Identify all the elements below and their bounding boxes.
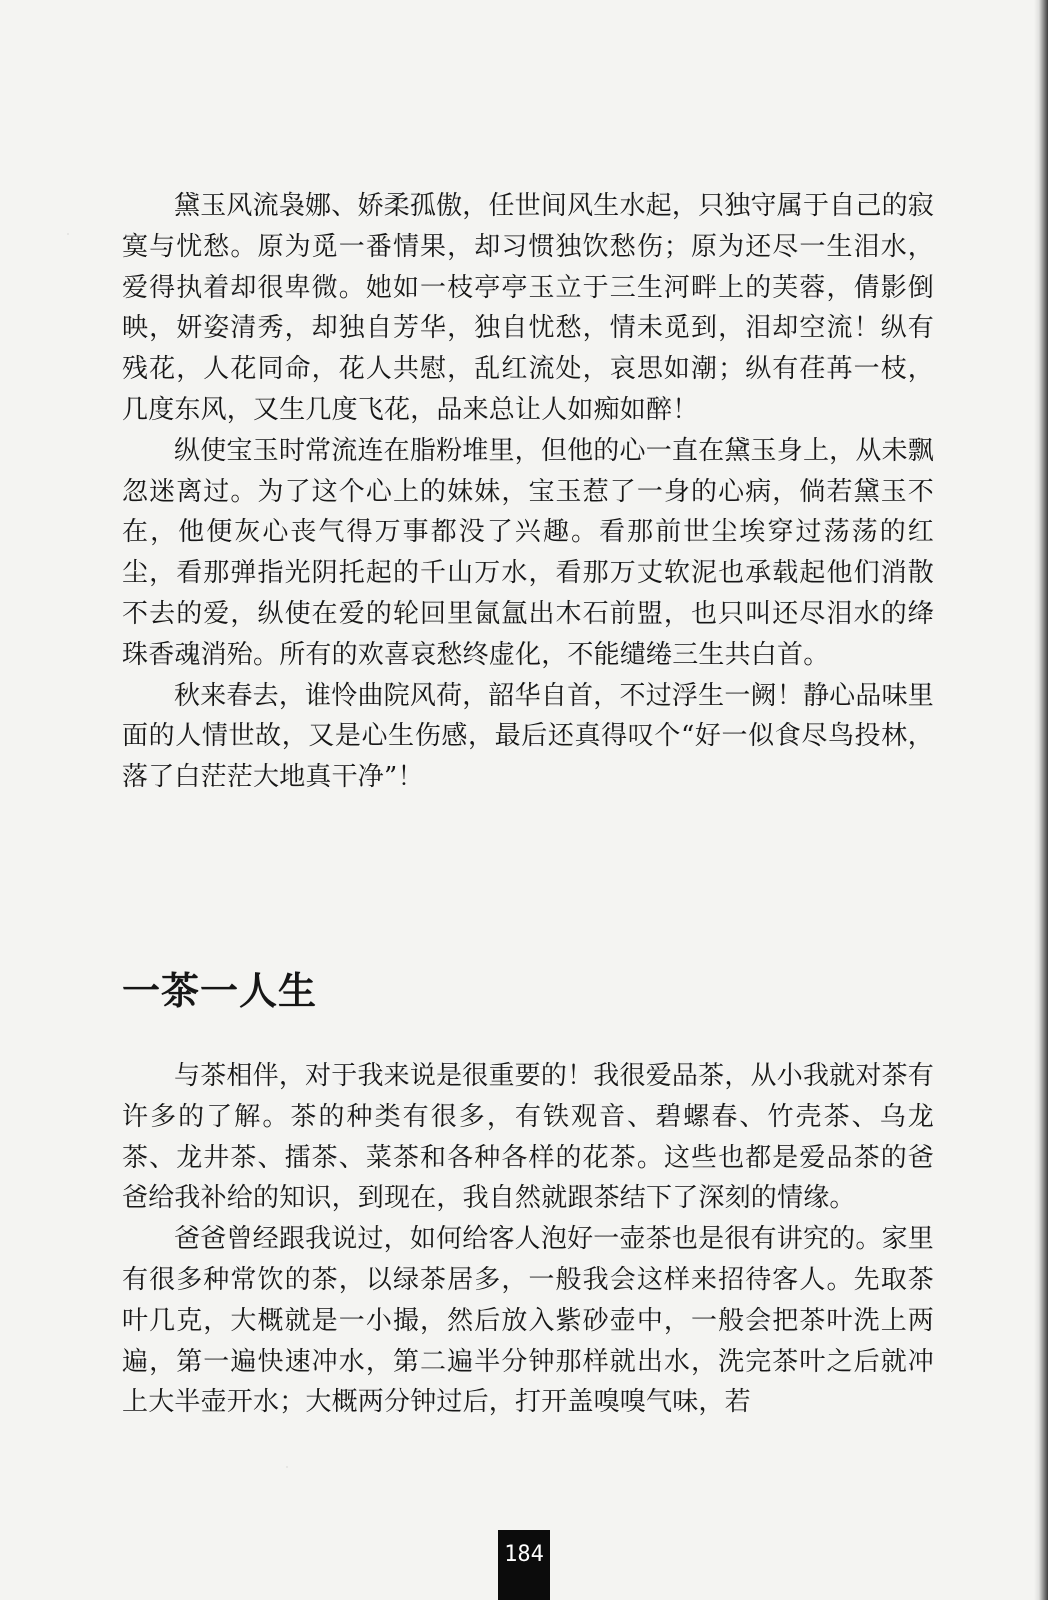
section-heading: 一茶一人生 <box>122 969 318 1013</box>
top-paragraph-3: 秋来春去，谁怜曲院风荷，韶华自首，不过浮生一阙！静心品味里面的人情世故，又是心生伤感，最后还真得叹个“好一似食尽鸟投林，落了白茫茫大地真干净”！ <box>122 680 934 793</box>
bottom-paragraph-2: 爸爸曾经跟我说过，如何给客人泡好一壶茶也是很有讲究的。家里有很多种常饮的茶，以绿茶居多，一般我会这样来招待客人。先取茶叶几克，大概就是一小撮，然后放入紫砂壶中，一般会把茶叶洗上两遍，第一遍快速冲水，第二遍半分钟那样就出水，洗完茶叶之后就冲上大半壶开水；大概两分钟过后，打开盖嗅嗅气味，若 <box>122 1224 934 1418</box>
bottom-paragraph-1: 与茶相伴，对于我来说是很重要的！我很爱品茶，从小我就对茶有许多的了解。茶的种类有很多，有铁观音、碧螺春、竹壳茶、乌龙茶、龙井茶、擂茶、菜茶和各种各样的花茶。这些也都是爱品茶的爸爸给我补给的知识，到现在，我自然就跟茶结下了深刻的情缘。 <box>122 1061 934 1214</box>
page-number: 184 <box>504 1542 544 1567</box>
top-text-section <box>122 186 934 798</box>
bottom-text-section <box>122 1056 934 1423</box>
top-paragraph-1: 黛玉风流袅娜、娇柔孤傲，任世间风生水起，只独守属于自己的寂寞与忧愁。原为觅一番情果，却习惯独饮愁伤；原为还尽一生泪水，爱得执着却很卑微。她如一枝亭亭玉立于三生河畔上的芙蓉，倩影倒映，妍姿清秀，却独自芳华，独自忧愁，情未觅到，泪却空流！纵有残花，人花同命，花人共慰，乱红流处，哀思如潮；纵有荏苒一枝，几度东风，又生几度飞花，品来总让人如痴如醉！ <box>122 191 934 425</box>
paper-speckle <box>67 233 69 235</box>
page-edge-shadow <box>1034 0 1048 1600</box>
top-paragraph-2: 纵使宝玉时常流连在脂粉堆里，但他的心一直在黛玉身上，从未飘忽迷离过。为了这个心上的妹妹，宝玉惹了一身的心病，倘若黛玉不在，他便灰心丧气得万事都没了兴趣。看那前世尘埃穿过荡荡的红尘，看那弹指光阴托起的千山万水，看那万丈软泥也承载起他们消散不去的爱，纵使在爱的轮回里氤氲出木石前盟，也只叫还尽泪水的绛珠香魂消殆。所有的欢喜哀愁终虚化，不能缱绻三生共白首。 <box>122 435 934 670</box>
paper-speckle <box>286 1466 288 1468</box>
page-number-badge <box>498 1530 550 1600</box>
